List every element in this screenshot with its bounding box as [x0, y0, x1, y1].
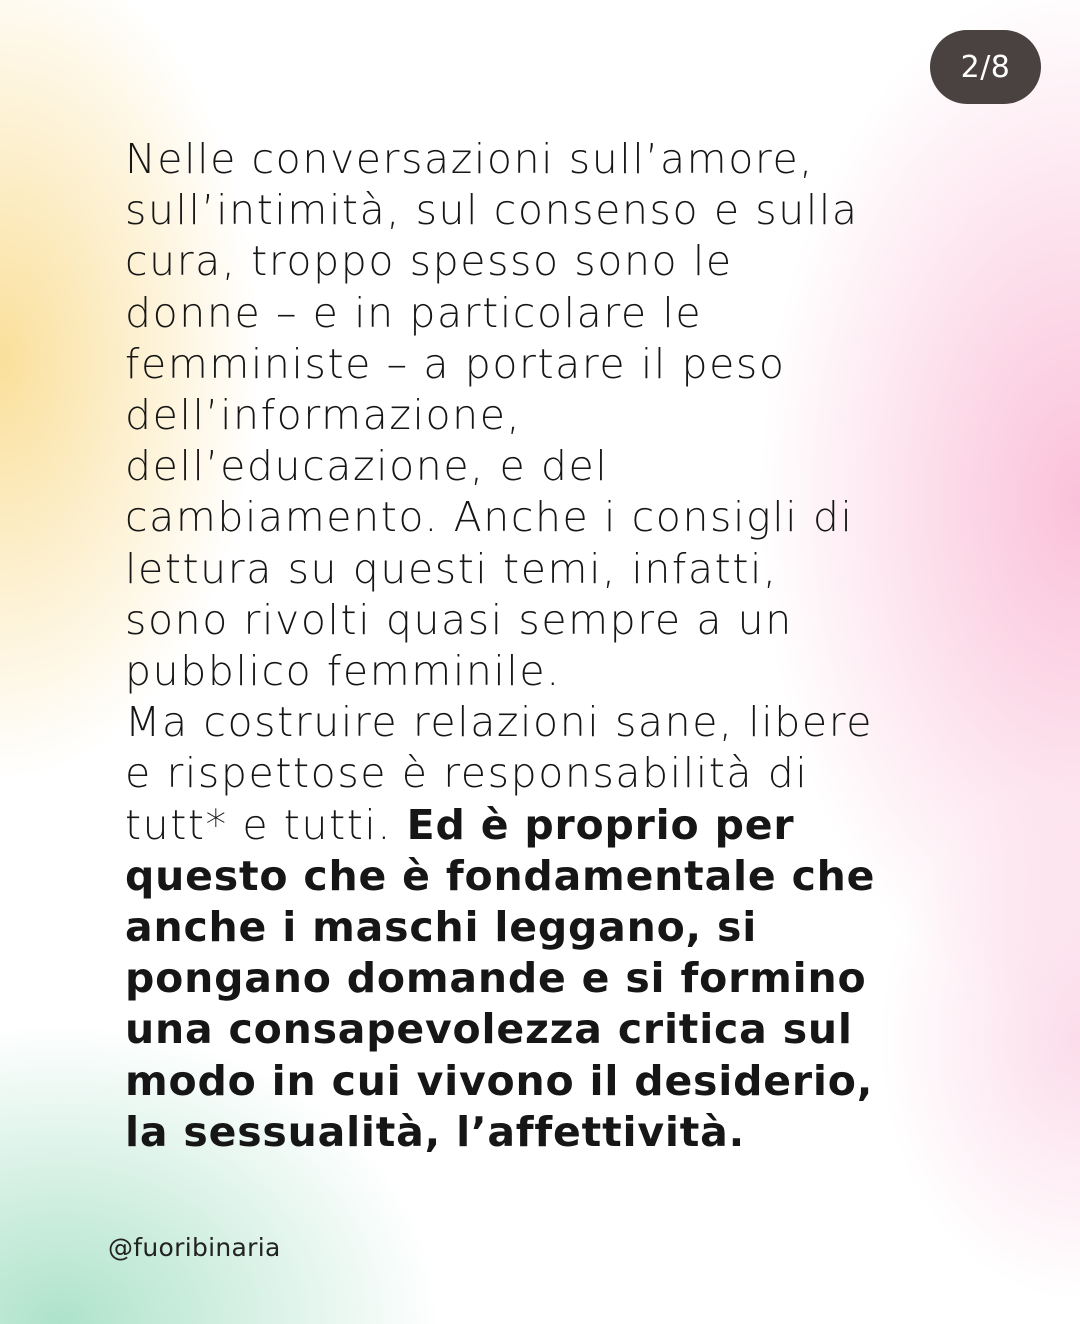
text-line: sono rivolti quasi sempre a un — [125, 595, 793, 644]
text-line: Nelle conversazioni sull’amore, — [125, 135, 814, 183]
bold-text-line: una consapevolezza critica sul — [125, 1005, 853, 1054]
text-line: sull’intimità, sul consenso e sulla — [125, 186, 859, 235]
page-indicator-badge: 2/8 — [930, 30, 1041, 104]
bold-text-segment: Ed è proprio per — [406, 800, 795, 849]
text-line: pubblico femminile. — [125, 647, 561, 696]
bold-text-line: modo in cui vivono il desiderio, — [125, 1056, 874, 1105]
bold-text-line: questo che è fondamentale che — [125, 851, 876, 900]
text-line: cura, troppo spesso sono le — [125, 237, 733, 286]
text-line: cambiamento. Anche i consigli di — [125, 493, 854, 542]
post-body-text — [125, 134, 1005, 1158]
bold-text-line: anche i maschi leggano, si — [125, 903, 758, 952]
text-line: e rispettose è responsabilità di — [125, 749, 809, 798]
mixed-text-line — [125, 800, 1005, 851]
text-line: lettura su questi temi, infatti, — [125, 544, 778, 593]
text-line: donne – e in particolare le — [125, 288, 703, 337]
text-line: dell’educazione, e del — [125, 442, 609, 491]
regular-text-segment: tutt* e tutti. — [125, 800, 407, 849]
bold-text-line: la sessualità, l’affettività. — [125, 1107, 745, 1156]
bold-text-line: pongano domande e si formino — [125, 954, 867, 1003]
text-line: dell’informazione, — [125, 391, 522, 440]
text-line: femministe – a portare il peso — [125, 339, 786, 388]
account-handle: @fuoribinaria — [108, 1233, 281, 1262]
text-line: Ma costruire relazioni sane, libere — [125, 698, 874, 747]
